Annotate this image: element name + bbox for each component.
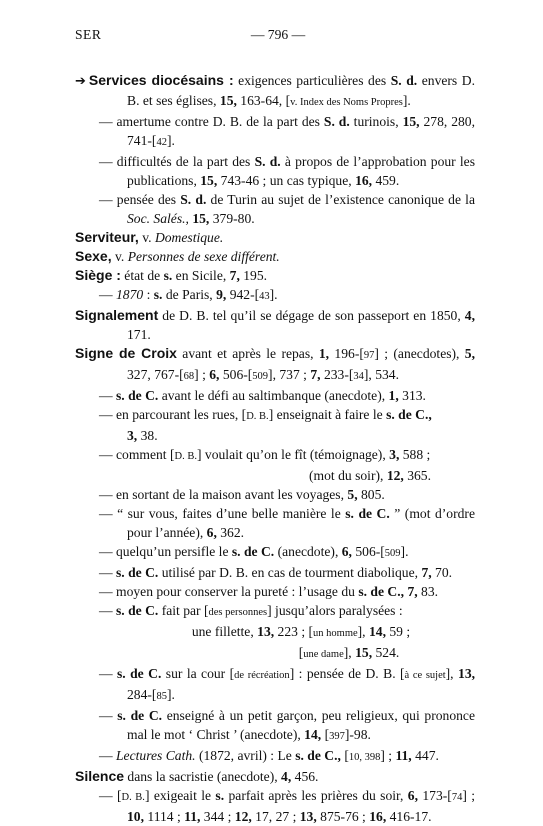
subentry: — s. de C. fait par [des personnes] jusqu’alors paralysées : une fillette, 13, 223 ; [un homme], 14, 59 ; [une dame], 15, 524. [99, 603, 411, 660]
entry-headword: Signe de Croix [75, 345, 177, 361]
entry-headword: Siège : [75, 267, 121, 283]
entry-headword: Serviteur, [75, 229, 139, 245]
subentry: — quelqu’un persifle le s. de C. (anecdote), 6, 506-[509]. [99, 544, 409, 559]
entry-signalement: Signalement de D. B. tel qu’il se dégage de son passeport en 1850, 4, 171. [75, 307, 475, 342]
entry-headword: Silence [75, 768, 125, 784]
entry-headword: Sexe, [75, 248, 112, 264]
index-body [75, 71, 475, 826]
cross-reference: Personnes de sexe différent. [127, 249, 280, 264]
entry-serviteur: Serviteur, v. Domestique. [75, 229, 224, 245]
editor-note: v. Index des Noms Propres [290, 97, 403, 108]
subentry: — s. de C. utilisé par D. B. en cas de tourment diabolique, 7, 70. [99, 565, 453, 580]
entry-siege: Siège : état de s. en Sicile, 7, 195. [75, 267, 268, 283]
page-number: — 796 — [250, 27, 306, 42]
subentry: — [D. B.] exigeait le s. parfait après les prières du soir, 6, 173-[74] ; 10, 1114 ; 11, 344 ; 12, 17, 27 ; 13, 875-76 ; 16, 416-17. [99, 788, 476, 824]
header-section-letters: SER [75, 27, 102, 42]
subentry: — Lectures Cath. (1872, avril) : Le s. de C., [10, 398] ; 11, 447. [99, 748, 439, 763]
entry-text: 163-64, [ [236, 93, 291, 108]
subentry: — en sortant de la maison avant les voyages, 5, 805. [99, 487, 385, 502]
subentry: — s. de C. avant le défi au saltimbanque (anecdote), 1, 313. [99, 388, 426, 403]
entry-text: ]. [402, 93, 411, 108]
cross-reference: Domestique. [154, 230, 224, 245]
subentry: — difficultés de la part des S. d. à propos de l’approbation pour les publications, 15, 743-46 ; un cas typique, 16, 459. [99, 154, 475, 188]
subentry: — comment [D. B.] voulait qu’on le fît (témoignage), 3, 588 ; (mot du soir), 12, 365. [99, 447, 431, 483]
entry-headword: Signalement [75, 307, 159, 323]
subentry: — s. de C. sur la cour [de récréation] : pensée de D. B. [à ce sujet], 13, 284-[85]. [99, 666, 476, 702]
entry-abbrev: S. d. [390, 73, 418, 88]
entry-text: envers D. B. et ses églises, [127, 73, 475, 108]
subentry: — “ sur vous, faites d’une belle manière le s. de C. ” (mot d’ordre pour l’année), 6, 362. [99, 506, 475, 540]
arrow-icon: ➔ [75, 74, 86, 89]
entry-silence: Silence dans la sacristie (anecdote), 4, 456. [75, 768, 319, 784]
entry-sexe: Sexe, v. Personnes de sexe différent. [75, 248, 280, 264]
subentry: — 1870 : s. de Paris, 9, 942-[43]. [99, 287, 278, 302]
running-header [75, 25, 481, 45]
subentry: — amertume contre D. B. de la part des S. d. turinois, 15, 278, 280, 741-[42]. [99, 114, 476, 148]
entry-text: exigences particulières des [233, 73, 391, 88]
entry-signe-de-croix: Signe de Croix avant et après le repas, 1, 196-[97] ; (anecdotes), 5, 327, 767-[68] ; 6, 506-[509], 737 ; 7, 233-[34], 534. [75, 345, 475, 382]
entry-services-diocesains [75, 71, 475, 112]
subentry: — pensée des S. d. de Turin au sujet de l’existence canonique de la Soc. Salés., 15, 379-80. [99, 192, 475, 226]
subentry: — s. de C. enseigné à un petit garçon, peu religieux, qui prononce mal le mot ‘ Christ ’ (anecdote), 14, [397]-98. [99, 708, 475, 742]
subentry: — en parcourant les rues, [D. B.] enseignait à faire le s. de C., 3, 38. [99, 407, 432, 443]
entry-headword: Services diocésains : [88, 72, 234, 88]
subentry: — moyen pour conserver la pureté : l’usage du s. de C., 7, 83. [99, 584, 439, 599]
volume-ref: 15, [219, 93, 237, 108]
